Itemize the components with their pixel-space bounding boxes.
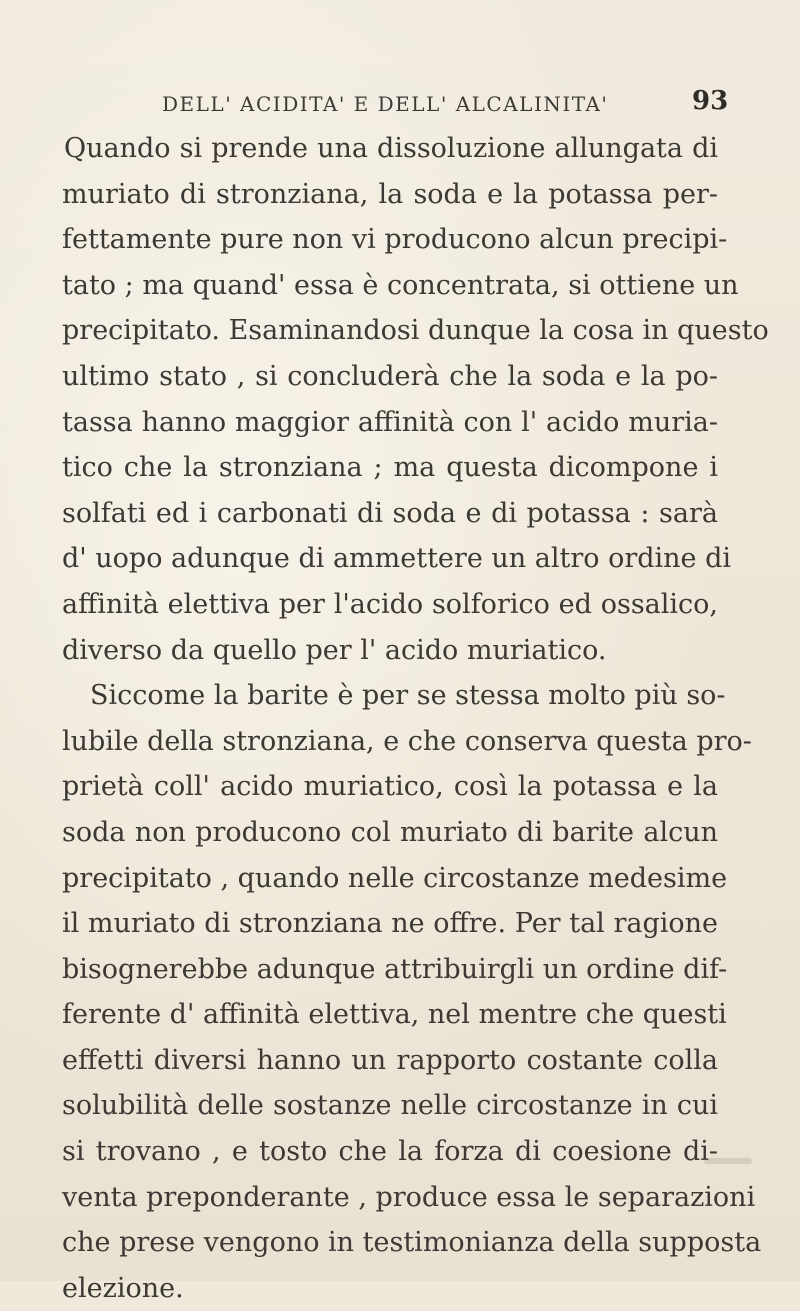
- text-line: muriato di stronziana, la soda e la potassa per-: [62, 178, 718, 210]
- text-line: tassa hanno maggior affinità con l' acido muria-: [62, 406, 718, 438]
- text-line: affinità elettiva per l'acido solforico ed ossalico,: [62, 588, 718, 620]
- text-line: diverso da quello per l' acido muriatico.: [62, 634, 607, 666]
- text-line: bisognerebbe adunque attribuirgli un ordine dif-: [62, 953, 728, 985]
- text-line: Siccome la barite è per se stessa molto più so-: [90, 680, 726, 712]
- text-line: lubile della stronziana, e che conserva questa pro-: [62, 725, 752, 757]
- page-number: 93: [692, 86, 729, 116]
- text-line: si trovano , e tosto che la forza di coesione di-: [62, 1136, 718, 1168]
- text-line: ferente d' affinità elettiva, nel mentre che questi: [62, 999, 727, 1031]
- text-line: solubilità delle sostanze nelle circostanze in cui: [62, 1090, 718, 1122]
- text-line: venta preponderante , produce essa le separazioni: [62, 1181, 756, 1213]
- text-line: precipitato. Esaminandosi dunque la cosa in questo: [62, 315, 769, 347]
- paragraph-2: [62, 673, 762, 1311]
- body-text: [62, 126, 769, 1311]
- text-line: solfati ed i carbonati di soda e di potassa : sarà: [62, 497, 718, 529]
- text-line: prietà coll' acido muriatico, così la potassa e la: [62, 771, 718, 803]
- text-line: d' uopo adunque di ammettere un altro ordine di: [62, 543, 732, 575]
- paragraph-1: [62, 126, 769, 673]
- text-line: fettamente pure non vi producono alcun precipi-: [62, 224, 728, 256]
- text-line: elezione.: [62, 1272, 184, 1304]
- text-line: tico che la stronziana ; ma questa dicompone i: [62, 452, 718, 484]
- text-line: che prese vengono in testimonianza della supposta: [62, 1227, 762, 1259]
- text-line: precipitato , quando nelle circostanze medesime: [62, 862, 728, 894]
- text-line: ultimo stato , si concluderà che la soda e la po-: [62, 360, 718, 392]
- paper-mark: [704, 1158, 752, 1164]
- text-line: tato ; ma quand' essa è concentrata, si ottiene un: [62, 269, 739, 301]
- text-line: il muriato di stronziana ne offre. Per tal ragione: [62, 908, 718, 940]
- running-head: DELL' ACIDITA' E DELL' ALCALINITA': [162, 92, 609, 116]
- text-line: soda non producono col muriato di barite alcun: [62, 816, 718, 848]
- text-line: Quando si prende una dissoluzione allungata di: [64, 133, 718, 164]
- text-line: effetti diversi hanno un rapporto costante colla: [62, 1044, 718, 1076]
